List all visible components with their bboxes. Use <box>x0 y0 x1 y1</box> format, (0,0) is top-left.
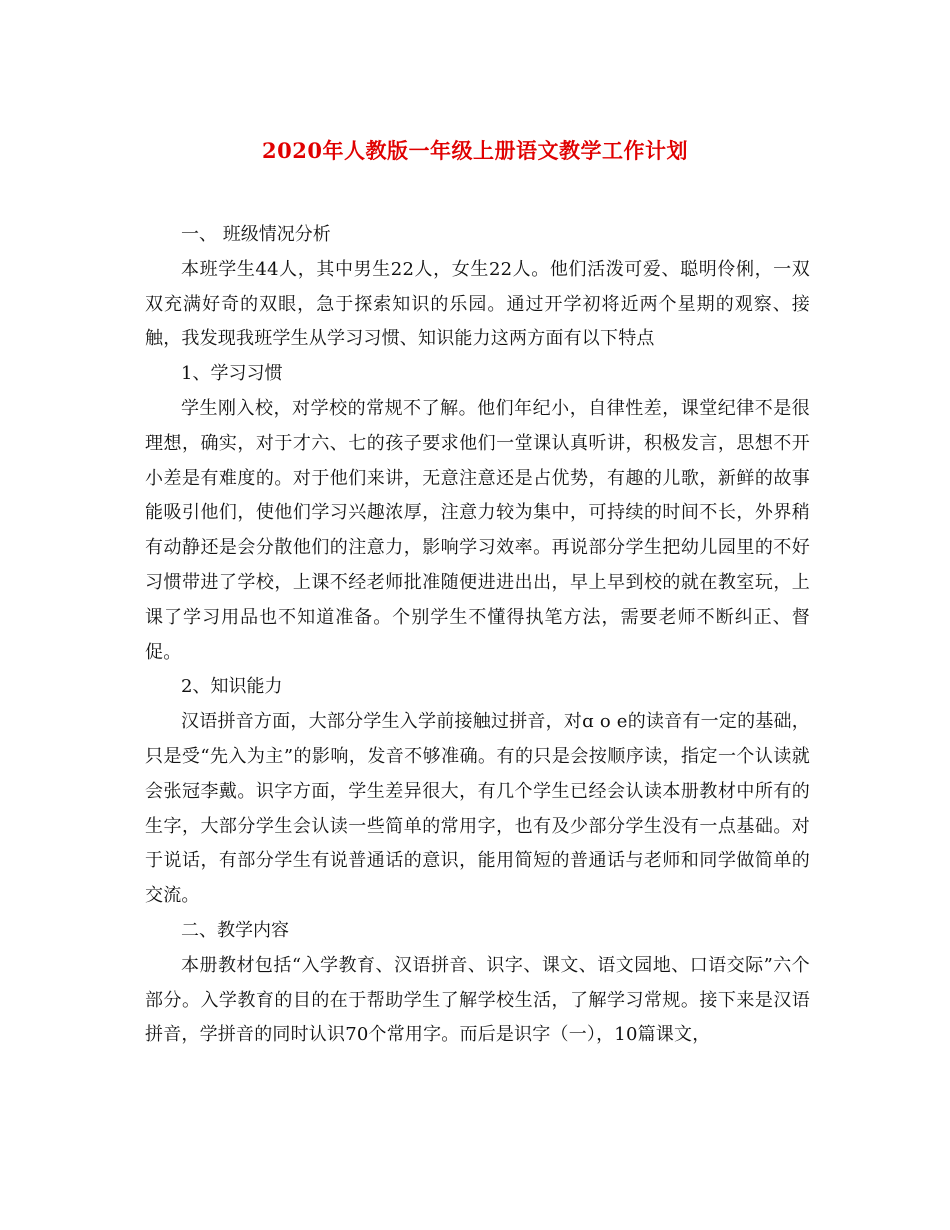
document-body <box>145 218 810 1053</box>
section-heading-teaching-content: 二、教学内容 <box>181 919 289 941</box>
section-heading-knowledge-ability: 2、知识能力 <box>181 676 283 698</box>
section-heading-study-habits: 1、学习习惯 <box>181 363 283 385</box>
paragraph-study-habits: 学生刚入校，对学校的常规不了解。他们年纪小，自律性差，课堂纪律不是很理想，确实，对于才六、七的孩子要求他们一堂课认真听讲，积极发言，思想不开小差是有难度的。对于他们来讲，无意注意还是占优势，有趣的儿歌，新鲜的故事能吸引他们，使他们学习兴趣浓厚，注意力较为集中，可持续的时间不长，外界稍有动静还是会分散他们的注意力，影响学习效率。再说部分学生把幼儿园里的不好习惯带进了学校，上课不经老师批准随便进进出出，早上早到校的就在教室玩，上课了学习用品也不知道准备。个别学生不懂得执笔方法，需要老师不断纠正、督促。 <box>145 397 810 663</box>
paragraph-class-overview: 本班学生44人，其中男生22人，女生22人。他们活泼可爱、聪明伶俐，一双双充满好奇的双眼，急于探索知识的乐园。通过开学初将近两个星期的观察、接触，我发现我班学生从学习习惯、知识能力这两方面有以下特点 <box>145 258 810 350</box>
section-heading-class-analysis: 一、 班级情况分析 <box>181 224 331 245</box>
paragraph-teaching-content: 本册教材包括“入学教育、汉语拼音、识字、课文、语文园地、口语交际”六个部分。入学教育的目的在于帮助学生了解学校生活，了解学习常规。接下来是汉语拼音，学拼音的同时认识70个常用字。而后是识字（一），10篇课文， <box>145 954 810 1046</box>
document-title: 2020年人教版一年级上册语文教学工作计划 <box>262 138 688 163</box>
paragraph-knowledge-ability: 汉语拼音方面，大部分学生入学前接触过拼音，对ɑ o e的读音有一定的基础，只是受“先入为主”的影响，发音不够准确。有的只是会按顺序读，指定一个认读就会张冠李戴。识字方面，学生差异很大，有几个学生已经会认读本册教材中所有的生字，大部分学生会认读一些简单的常用字，也有及少部分学生没有一点基础。对于说话，有部分学生有说普通话的意识，能用简短的普通话与老师和同学做简单的交流。 <box>145 711 810 907</box>
